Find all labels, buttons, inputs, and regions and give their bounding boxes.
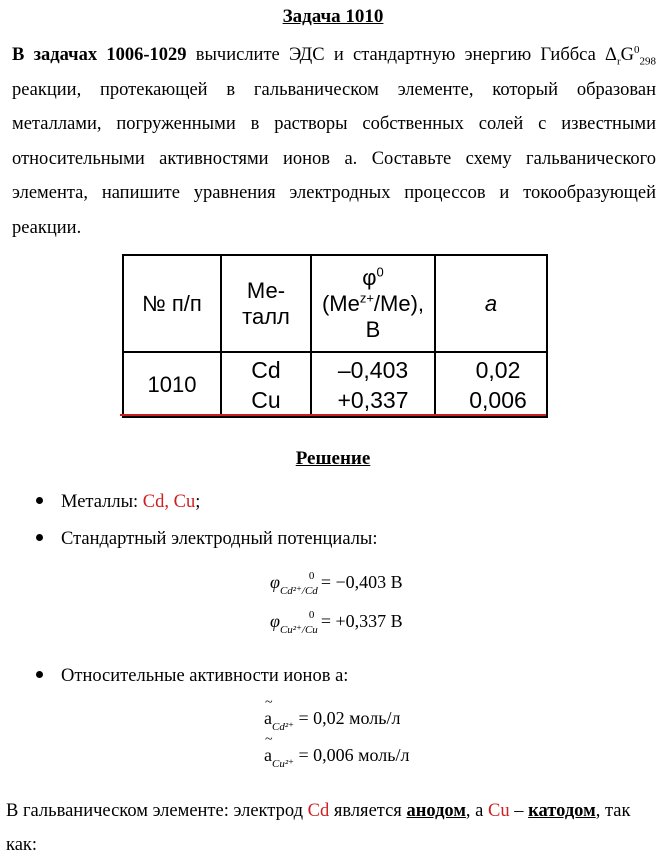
bullet-metals: Металлы: Cd, Cu; — [36, 490, 200, 514]
conclusion-paragraph: В гальваническом элементе: электрод Cd является анодом, а Cu – катодом, так как: — [6, 801, 631, 855]
cell-activities — [435, 352, 547, 417]
problem-statement — [12, 38, 656, 245]
gibbs-letter: G — [620, 45, 634, 65]
solution-title: Решение — [295, 448, 371, 469]
activity-cd: 0,02 — [475, 356, 521, 383]
formula-a-cd-sub: Cd²⁺ — [272, 721, 294, 733]
header-ion-pair: $(Me^{z+}/Me)$, — [321, 290, 425, 316]
metals-value: Cd, Cu — [142, 492, 196, 512]
activities-label: Относительные активности ионов а: — [61, 666, 349, 686]
formula-phi-cd-sub: Cd²⁺/Cd — [279, 585, 318, 597]
potential-cu: +0,337 — [337, 386, 409, 413]
header-metal-line1: Ме- — [246, 277, 286, 303]
header-activity: a — [435, 255, 547, 352]
potential-cd: –0,403 — [337, 356, 409, 383]
potentials-label: Стандартный электродный потенциалы: — [61, 529, 378, 549]
table-bottom-rule — [120, 414, 546, 416]
formula-phi-cd-value: = −0,403 В — [316, 572, 403, 592]
table-row — [123, 352, 547, 417]
formula-a-cu-sub: Cu²⁺ — [272, 758, 294, 770]
bullet-activities — [36, 664, 348, 688]
metal-cu: Cu — [251, 386, 281, 413]
formula-a-cd: ~ $a_{Cd^{2+}} = 0,02$ моль/л — [264, 708, 400, 729]
conclusion-cu: Cu — [488, 801, 510, 821]
problem-text-1: вычислите ЭДС и стандартную энергию Гиббса Δ — [186, 45, 617, 65]
gibbs-superscript: 0 — [634, 43, 640, 56]
header-potential — [311, 255, 435, 352]
conclusion-anode: анодом — [406, 801, 466, 821]
cell-metals — [221, 352, 311, 417]
metals-label: Металлы: — [61, 492, 143, 512]
bullet-potentials — [36, 527, 378, 551]
bullet-dot-icon — [36, 671, 43, 678]
delta-subscript: r — [616, 55, 621, 68]
activity-cu: 0,006 — [469, 386, 527, 413]
gibbs-subscript: 298 — [639, 55, 656, 68]
table-header-row — [123, 255, 547, 352]
conclusion-cd: Cd — [307, 801, 330, 821]
header-phi: $\varphi^0$ — [362, 264, 384, 290]
data-table — [122, 254, 548, 418]
cell-number: 1010 — [123, 352, 221, 417]
formula-phi-cd: $\varphi_{Cd^{2+}/Cd}^0 = -0,403$ В — [270, 570, 403, 597]
metal-cd: Cd — [251, 356, 281, 383]
problem-range: В задачах 1006-1029 — [12, 45, 187, 65]
header-metal — [221, 255, 311, 352]
problem-title: Задача 1010 — [282, 6, 384, 27]
formula-phi-cu: $\varphi_{Cu^{2+}/Cu}^0 = +0,337$ В — [270, 609, 403, 636]
header-unit: В — [365, 316, 381, 342]
formula-phi-cu-sub: Cu²⁺/Cu — [279, 624, 318, 636]
bullet-dot-icon — [36, 534, 43, 541]
formula-phi-cu-value: = +0,337 В — [316, 611, 403, 631]
formula-a-cu-value: = 0,006 моль/л — [293, 745, 410, 765]
problem-text-2: реакции, протекающей в гальваническом элементе, который образован металлами, погруженными в растворы собственных солей с известными относительными активностями ионов a. Составьте схему гальванического элемента, напишите уравнения электродных процессов и токообразующей реакции. — [12, 79, 656, 238]
header-metal-line2: талл — [242, 303, 290, 329]
cell-potentials — [311, 352, 435, 417]
conclusion-cathode: катодом — [528, 801, 596, 821]
formula-a-cu: ~ $a_{Cu^{2+}} = 0,006$ моль/л — [264, 745, 409, 766]
bullet-dot-icon — [36, 497, 43, 504]
header-number: № п/п — [123, 255, 221, 352]
formula-a-cd-value: = 0,02 моль/л — [293, 708, 401, 728]
